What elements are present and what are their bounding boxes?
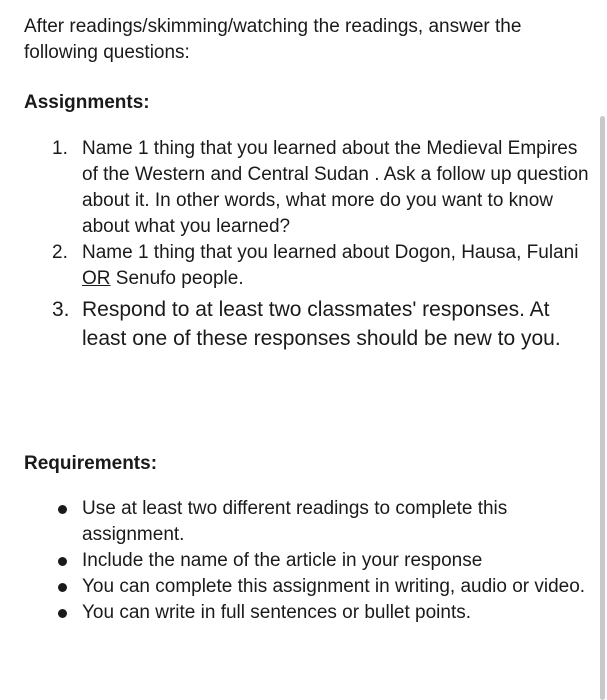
item-text-part: Senufo people.	[110, 268, 244, 289]
bullet-icon	[58, 505, 67, 514]
list-item	[0, 136, 595, 240]
item-text: Use at least two different readings to complete this assignment.	[82, 498, 508, 545]
list-item	[0, 600, 595, 626]
list-item	[0, 574, 595, 600]
list-item	[0, 295, 595, 353]
item-text: You can complete this assignment in writing, audio or video.	[82, 576, 586, 597]
bullet-icon	[58, 609, 67, 618]
requirements-heading: Requirements:	[24, 453, 158, 474]
assignments-list	[0, 136, 595, 353]
item-text: Respond to at least two classmates' responses. At least one of these responses should be new to you.	[82, 298, 561, 350]
item-text: You can write in full sentences or bullet points.	[82, 602, 472, 623]
intro-text: After readings/skimming/watching the readings, answer the following questions:	[24, 16, 522, 63]
list-item	[0, 240, 595, 292]
item-number: 2.	[52, 242, 68, 263]
bullet-icon	[58, 557, 67, 566]
item-number: 1.	[52, 138, 68, 159]
item-number: 3.	[52, 298, 70, 321]
item-text: Include the name of the article in your response	[82, 550, 483, 571]
list-item	[0, 548, 595, 574]
requirements-list	[0, 496, 595, 626]
bullet-icon	[58, 583, 67, 592]
item-text: Name 1 thing that you learned about the Medieval Empires of the Western and Central Sudan . Ask a follow up question about it. In other words, what more do you want to know about what you learned?	[82, 138, 589, 237]
scrollbar[interactable]	[600, 116, 605, 700]
assignments-heading: Assignments:	[24, 92, 150, 113]
item-text-part: Name 1 thing that you learned about Dogon, Hausa, Fulani	[82, 242, 579, 263]
list-item	[0, 496, 595, 548]
underlined-word: OR	[82, 268, 111, 289]
